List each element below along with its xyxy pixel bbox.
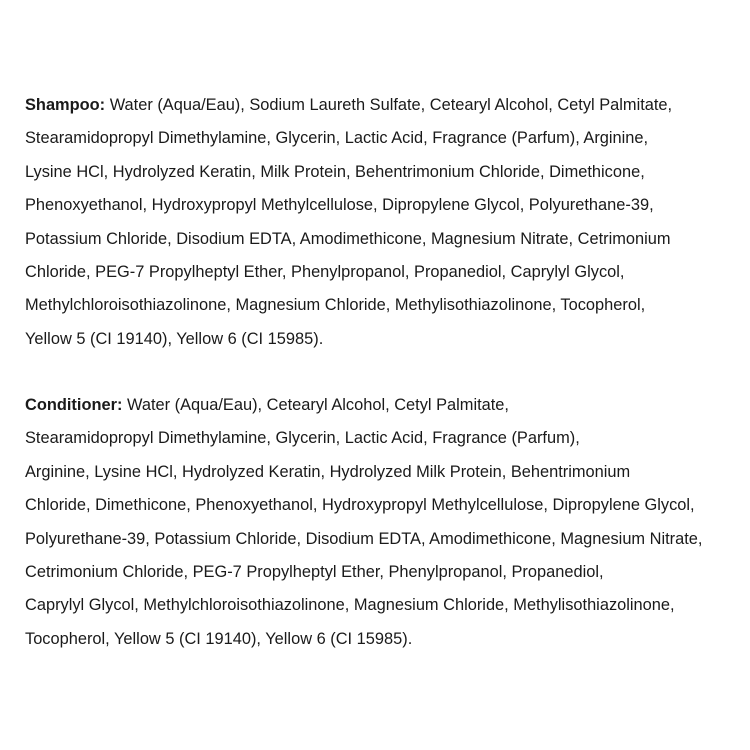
conditioner-line-1	[25, 389, 743, 422]
conditioner-line-1-text: Water (Aqua/Eau), Cetearyl Alcohol, Cetyl Palmitate,	[122, 396, 509, 414]
conditioner-label: Conditioner:	[25, 396, 123, 414]
conditioner-line-2: Stearamidopropyl Dimethylamine, Glycerin, Lactic Acid, Fragrance (Parfum),	[25, 429, 580, 448]
shampoo-line-7: Methylchloroisothiazolinone, Magnesium Chloride, Methylisothiazolinone, Tocopherol,	[25, 296, 646, 315]
conditioner-line-8: Tocopherol, Yellow 5 (CI 19140), Yellow 6 (CI 15985).	[25, 629, 413, 648]
shampoo-line-6: Chloride, PEG-7 Propylheptyl Ether, Phenylpropanol, Propanediol, Caprylyl Glycol,	[25, 263, 625, 282]
conditioner-line-5: Polyurethane-39, Potassium Chloride, Disodium EDTA, Amodimethicone, Magnesium Nitrate,	[25, 529, 703, 548]
shampoo-line-1	[25, 89, 743, 122]
shampoo-line-4: Phenoxyethanol, Hydroxypropyl Methylcellulose, Dipropylene Glycol, Polyurethane-39,	[25, 196, 654, 215]
shampoo-line-8: Yellow 5 (CI 19140), Yellow 6 (CI 15985).	[25, 329, 324, 348]
shampoo-line-2: Stearamidopropyl Dimethylamine, Glycerin, Lactic Acid, Fragrance (Parfum), Arginine,	[25, 129, 649, 148]
shampoo-line-1-text: Water (Aqua/Eau), Sodium Laureth Sulfate, Cetearyl Alcohol, Cetyl Palmitate,	[105, 96, 673, 114]
conditioner-line-7: Caprylyl Glycol, Methylchloroisothiazolinone, Magnesium Chloride, Methylisothiazolinone,	[25, 596, 675, 615]
shampoo-ingredients	[25, 89, 743, 356]
conditioner-line-6: Cetrimonium Chloride, PEG-7 Propylheptyl Ether, Phenylpropanol, Propanediol,	[25, 563, 604, 582]
shampoo-line-5: Potassium Chloride, Disodium EDTA, Amodimethicone, Magnesium Nitrate, Cetrimonium	[25, 229, 671, 248]
shampoo-line-3: Lysine HCl, Hydrolyzed Keratin, Milk Protein, Behentrimonium Chloride, Dimethicone,	[25, 162, 645, 181]
conditioner-line-3: Arginine, Lysine HCl, Hydrolyzed Keratin, Hydrolyzed Milk Protein, Behentrimonium	[25, 462, 631, 481]
conditioner-ingredients	[25, 389, 743, 656]
shampoo-label: Shampoo:	[25, 96, 106, 114]
conditioner-line-4: Chloride, Dimethicone, Phenoxyethanol, Hydroxypropyl Methylcellulose, Dipropylene Glycol,	[25, 496, 695, 515]
